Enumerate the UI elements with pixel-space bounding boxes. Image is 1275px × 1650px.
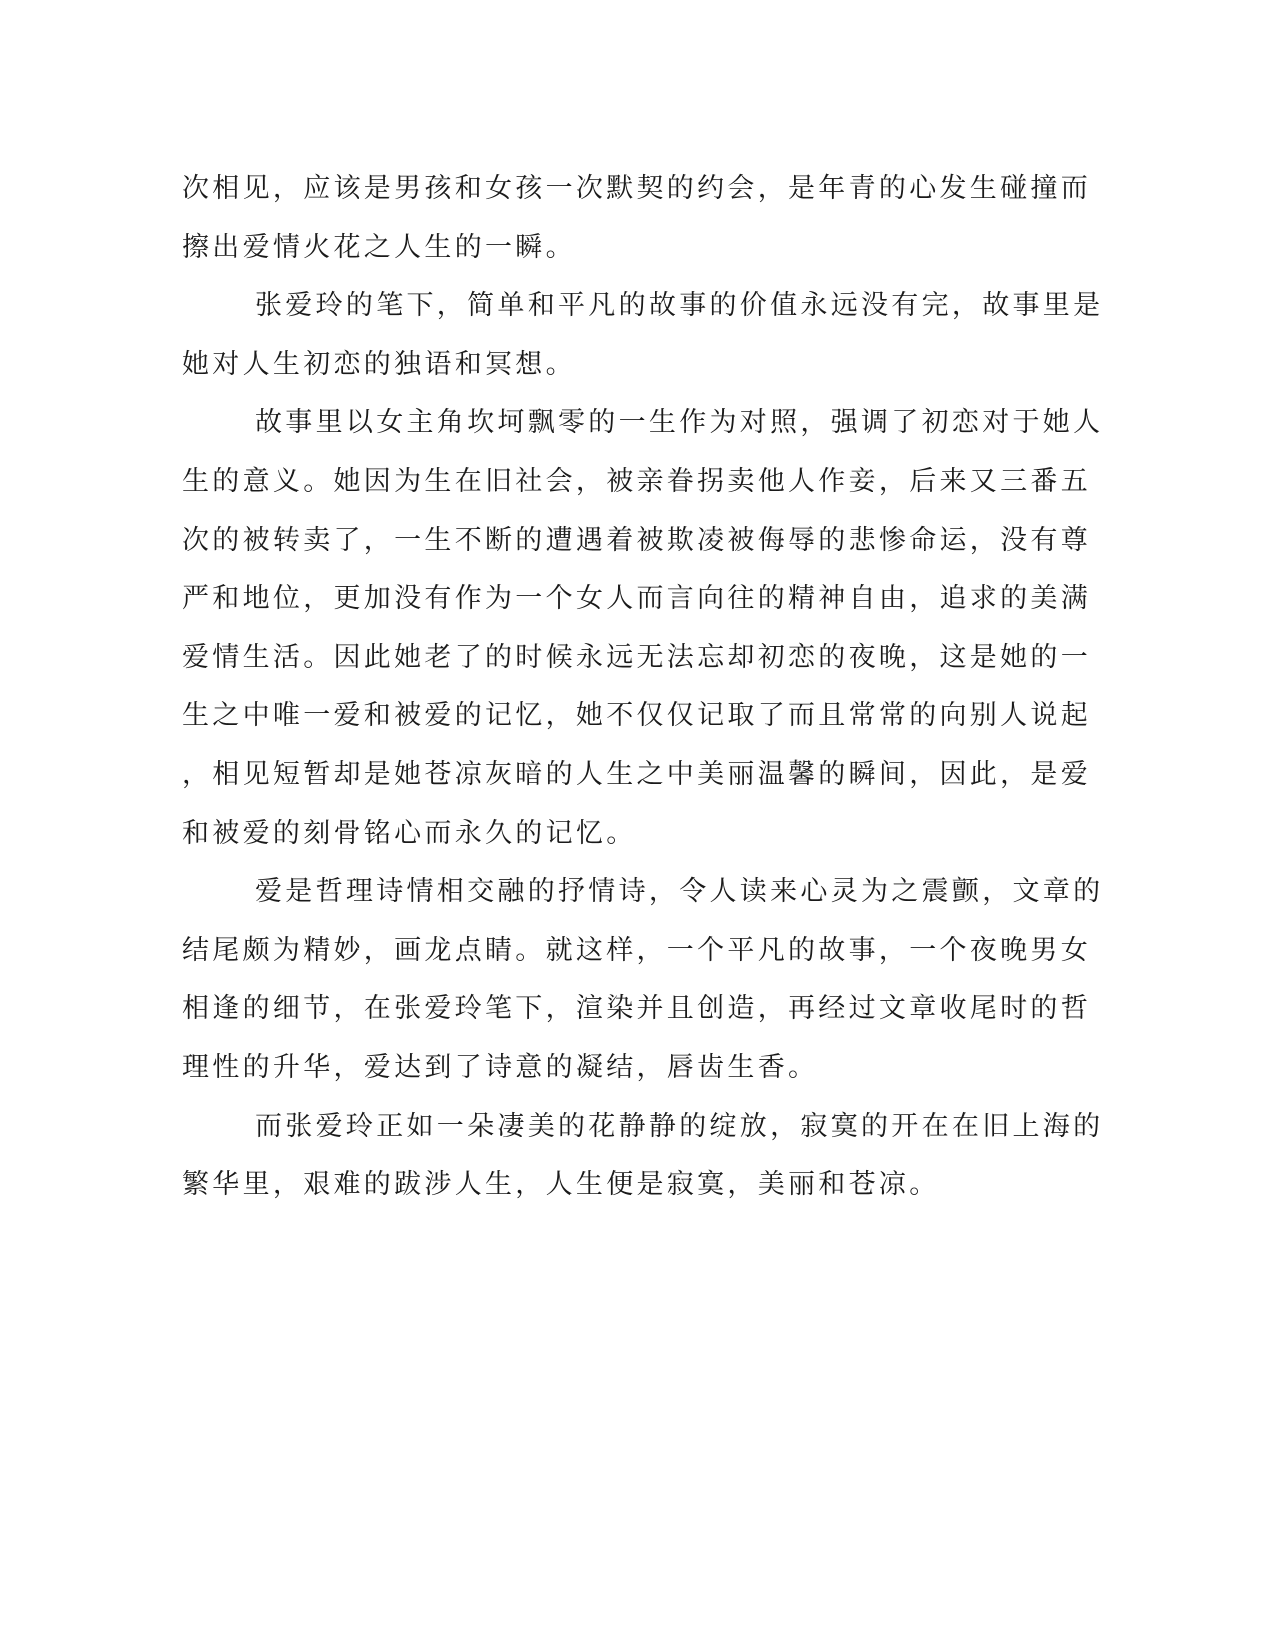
body-text: [182, 160, 1104, 1215]
text-line: 次的被转卖了，一生不断的遭遇着被欺凌被侮辱的悲惨命运，没有尊: [182, 524, 1091, 556]
paragraph: [182, 863, 1104, 1097]
text-line: 而张爱玲正如一朵凄美的花静静的绽放，寂寞的开在在旧上海的: [255, 1110, 1104, 1142]
text-line: 理性的升华，爱达到了诗意的凝结，唇齿生香。: [182, 1051, 819, 1083]
text-line: 生的意义。她因为生在旧社会，被亲眷拐卖他人作妾，后来又三番五: [182, 465, 1091, 497]
text-line: 张爱玲的笔下，简单和平凡的故事的价值永远没有完，故事里是: [255, 290, 1104, 322]
text-line: 次相见，应该是男孩和女孩一次默契的约会，是年青的心发生碰撞而: [182, 173, 1091, 204]
text-line: 严和地位，更加没有作为一个女人而言向往的精神自由，追求的美满: [182, 583, 1091, 615]
text-line: 和被爱的刻骨铭心而永久的记忆。: [182, 817, 637, 849]
text-line: 擦出爱情火花之人生的一瞬。: [182, 231, 576, 263]
text-line: 结尾颇为精妙，画龙点睛。就这样，一个平凡的故事，一个夜晚男女: [182, 934, 1091, 966]
paragraph: [182, 277, 1104, 394]
text-line: 繁华里，艰难的跋涉人生，人生便是寂寞，美丽和苍凉。: [182, 1169, 940, 1201]
text-line: ，相见短暂却是她苍凉灰暗的人生之中美丽温馨的瞬间，因此，是爱: [182, 758, 1091, 790]
text-line: 故事里以女主角坎坷飘零的一生作为对照，强调了初恋对于她人: [255, 407, 1104, 439]
text-line: 爱是哲理诗情相交融的抒情诗，令人读来心灵为之震颤，文章的: [255, 876, 1104, 908]
paragraph: [182, 160, 1091, 277]
text-line: 爱情生活。因此她老了的时候永远无法忘却初恋的夜晚，这是她的一: [182, 641, 1091, 673]
text-line: 相逢的细节，在张爱玲笔下，渲染并且创造，再经过文章收尾时的哲: [182, 993, 1091, 1025]
paragraph: [182, 394, 1104, 863]
text-line: 她对人生初恋的独语和冥想。: [182, 348, 576, 380]
text-line: 生之中唯一爱和被爱的记忆，她不仅仅记取了而且常常的向别人说起: [182, 700, 1091, 732]
paragraph: [182, 1098, 1104, 1215]
